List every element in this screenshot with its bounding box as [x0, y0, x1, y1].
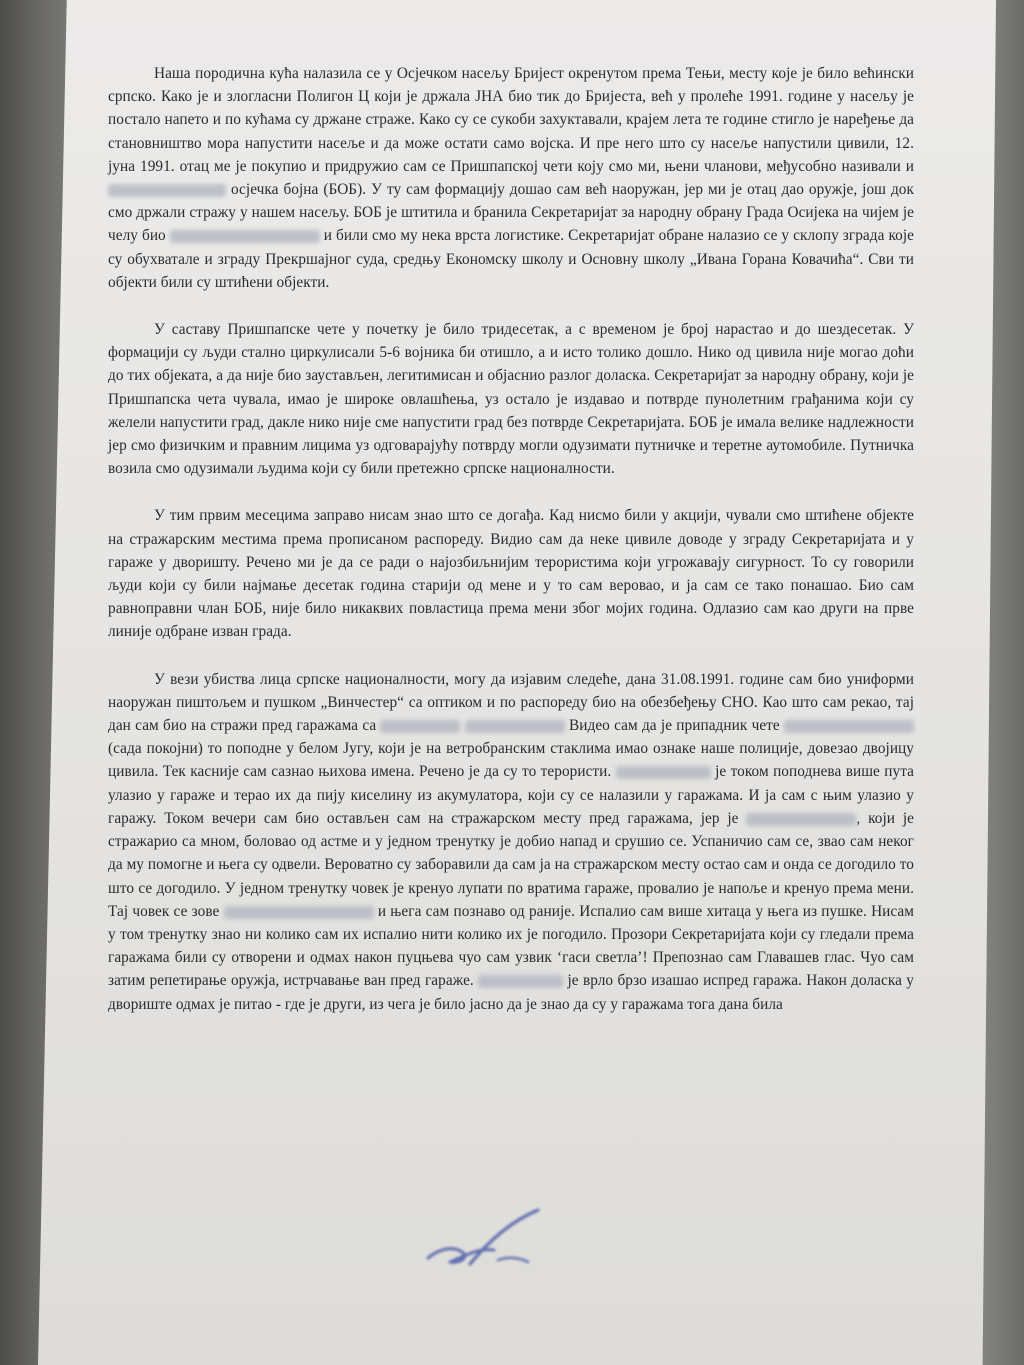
paragraph-text: је током поподнева више пута улазио у гараже и терао их да пију киселину из акумулатора, који су се налазили у гаражама. И ја сам с њим улазио у гаражу. Током вечери сам био остављен сам на стражарском месту пред гаражама, јер је	[108, 763, 914, 827]
paragraph-text: У саставу Пришпапске чете у почетку је било тридесетак, а с временом је број нарастао и до шездесетак. У формацији су људи стално циркулисали 5-6 војника би отишло, а и исто толико дошло. Нико од цивила није могао доћи до тих објеката, а да није био заустављен, легитимисан и објаснио разлог доласка. Секретаријат за народну обрану, који је Пришпапска чета чувала, имао је широке овлашћења, уз остало је издавао и потврде пунолетним грађанима који су желели напустити град, дакле нико није сме напустити град без потврде Секретаријата. БОБ је имала велике надлежности јер смо физичким и правним лицима уз одговарајућу потврду могли одузимати путничке и теретне аутомобиле. Путничка возила смо одузимали људима који су били претежно српске националности.	[108, 321, 914, 478]
paragraph-text: У тим првим месецима заправо нисам знао што се догађа. Кад нисмо били у акцији, чували смо штићене објекте на стражарским местима према прописаном распореду. Видио сам да неке цивиле доводе у зграду Секретаријата и у гараже у дворишту. Речено ми је да се ради о најозбиљнијим терористима који угрожавају сигурност. То су говорили људи који су били најмање десетак година старији од мене и у то сам веровао, и ја сам се тако понашао. Био сам равноправни члан БОБ, није било никаквих повластица према мени због мојих година. Одлазио сам као други на прве линије одбране изван града.	[108, 507, 914, 641]
paragraph	[108, 668, 914, 1016]
redacted-name	[478, 975, 563, 988]
paragraph-text: , који је стражарио са мном, боловао од астме и у једном тренутку је добио напад и срушио се. Успаничио сам се, звао сам неког да му помогне и њега су одвели. Вероватно су заборавили да сам ја на стражарском месту остао сам и онда се догодило то што се догодило. У једном тренутку човек је кренуо лупати по вратима гараже, провалио је напоље и кренуо према мени. Тај човек се зове	[108, 809, 914, 920]
redacted-name	[170, 230, 320, 243]
paragraph	[108, 62, 914, 294]
redacted-name	[784, 720, 914, 733]
paragraph	[108, 504, 914, 643]
redacted-name	[465, 720, 565, 733]
paragraph-text: и њега сам познаво од раније. Испалио сам више хитаца у њега из пушке. Нисам у том тренутку знао ни колико сам их испалио нити колико их је погодило. Прозори Секретаријата који су гледали према гаражама били су отворени и одмах након пуцњева чуо сам узвик ‘гаси светла’! Препознао сам Главашев глас. Чуо сам затим репетирање оружја, истрчавање ван пред гараже.	[108, 902, 915, 990]
redacted-name	[108, 184, 226, 197]
redacted-name	[746, 813, 856, 826]
paragraph-text: Наша породична кућа налазила се у Осјечком насељу Бријест окренутом према Тењи, месту које је било већински српско. Како је и злогласни Полигон Ц који је држала ЈНА био тик до Бријеста, већ у пролеће 1991. године у насељу је постало напето и по кућама су држане страже. Како су се сукоби захуктавали, крајем лета те године стигло је наређење да становништво мора напустити насеље и да може остати само војска. И пре него што су насеље напустили цивили, 12. јуна 1991. отац ме је покупио и придружио сам се Пришпапској чети коју смо ми, њени чланови, међусобно називали и	[108, 65, 914, 175]
paragraph-text: и били смо му нека врста логистике. Секретаријат обране налазио се у склопу зграда које су обухватале и зграду Прекршајног суда, средњу Економску школу и Основну школу „Ивана Горана Ковачића“. Сви ти објекти били су штићени објекти.	[108, 227, 914, 291]
paragraph-text: је врло брзо изашао испред гаража. Након доласка у двориште одмах је питао - где је други, из чега је било јасно да је знао да су у гаражама тога дана била	[108, 972, 914, 1013]
paragraph-text: Видео сам да је припадник чете	[564, 717, 784, 735]
paragraph-text: У вези убиства лица српске националности, могу да изјавим следеће, дана 31.08.1991. године сам био униформи наоружан пиштољем и пушком „Винчестер“ са оптиком и по распореду био на обезбеђењу СНО. Као што сам рекао, тај дан сам био на стражи пред гаражама са	[108, 670, 914, 735]
signature	[410, 1200, 560, 1280]
paragraph	[108, 318, 914, 480]
document-body	[108, 62, 914, 1040]
paragraph-text: (сада покојни) то поподне у белом Југу, који је на ветробранским стаклима имао ознаке наше полиције, довезао двојицу цивила. Тек касније сам сазнао њихова имена. Речено је да су то терористи.	[108, 740, 914, 781]
redacted-name	[380, 720, 460, 733]
paragraph-text: осјечка бојна (БОБ). У ту сам формацију дошао сам већ наоружан, јер ми је отац дао оружје, још док смо држали стражу у нашем насељу. БОБ је штитила и бранила Секретаријат за народну обрану Града Осијека на чијем је челу био	[108, 181, 914, 245]
redacted-name	[616, 766, 711, 779]
redacted-name	[224, 906, 374, 919]
